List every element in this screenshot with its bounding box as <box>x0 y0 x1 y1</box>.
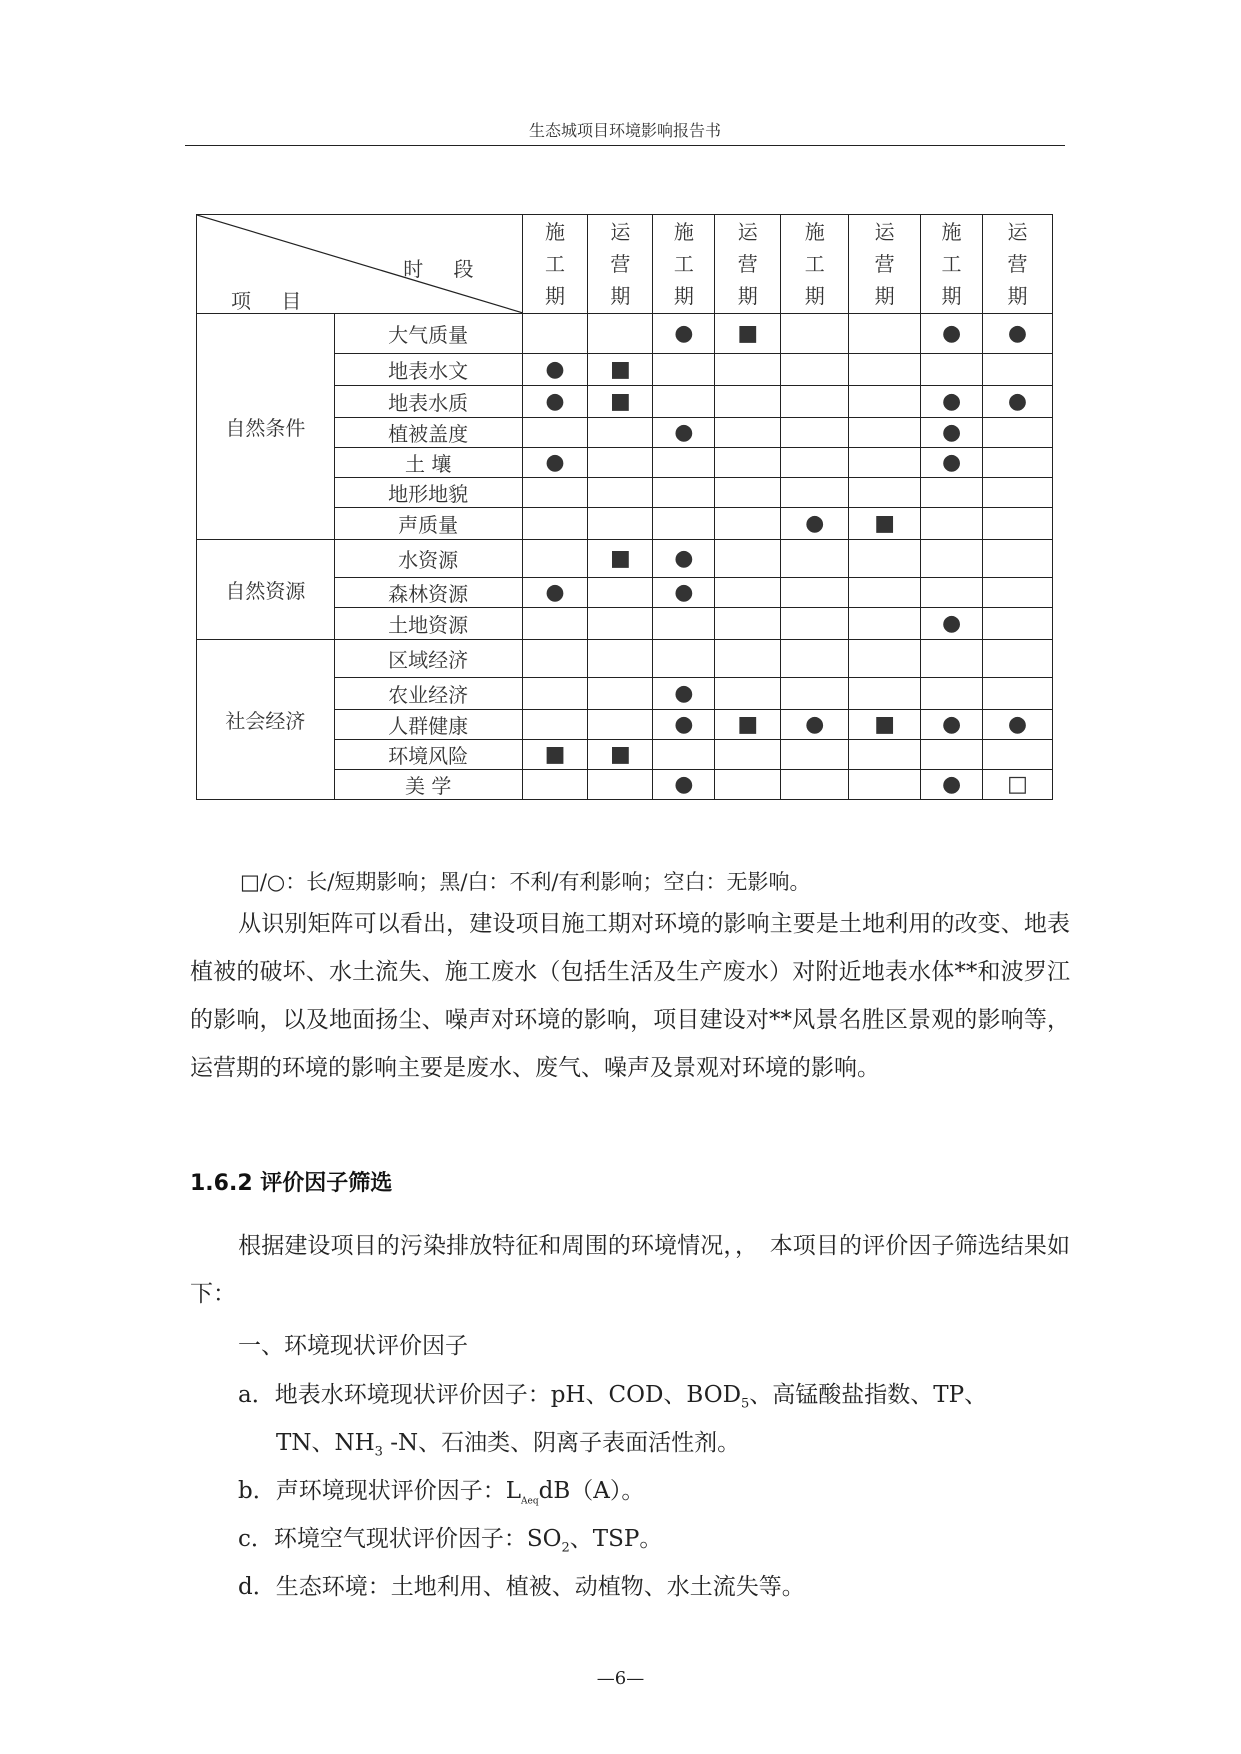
impact-cell: ● <box>653 770 715 800</box>
period-label: 时 段 <box>403 257 486 281</box>
impact-cell <box>849 314 921 354</box>
impact-cell: ● <box>921 608 983 640</box>
item-label: 地形地貌 <box>334 478 522 508</box>
impact-cell <box>849 640 921 678</box>
impact-cell <box>653 478 715 508</box>
header-row <box>197 215 1053 314</box>
phase-header-5: 施 工 期 <box>781 215 849 314</box>
impact-cell <box>983 478 1053 508</box>
impact-cell <box>849 578 921 608</box>
impact-cell <box>983 740 1053 770</box>
impact-cell <box>715 478 781 508</box>
impact-cell <box>921 740 983 770</box>
impact-cell <box>781 678 849 710</box>
impact-cell <box>522 314 588 354</box>
impact-cell <box>781 478 849 508</box>
impact-cell <box>522 640 588 678</box>
impact-cell: ■ <box>588 386 653 418</box>
impact-cell <box>781 608 849 640</box>
item-c: c．环境空气现状评价因子：$SO_2$、TSP。 <box>238 1526 663 1556</box>
impact-cell: ● <box>653 578 715 608</box>
impact-cell <box>522 770 588 800</box>
impact-cell: ● <box>653 314 715 354</box>
impact-cell <box>588 710 653 740</box>
impact-cell: ● <box>983 710 1053 740</box>
item-d: d．生态环境：土地利用、植被、动植物、水土流失等。 <box>238 1574 805 1600</box>
impact-cell: ● <box>921 314 983 354</box>
impact-cell <box>983 640 1053 678</box>
paragraph-1-text: 从识别矩阵可以看出，建设项目施工期对环境的影响主要是土地利用的改变、地表植被的破坏、水土流失、施工废水（包括生活及生产废水）对附近地表水体**和波罗江的影响，以及地面扬尘、噪声对环境的影响，项目建设对**风景名胜区景观的影响等，运营期的环境的影响主要是废水、废气、噪声及景观对环境的影响。 <box>190 911 1070 1081</box>
subheading: 一、环境现状评价因子 <box>238 1333 468 1359</box>
impact-cell <box>588 478 653 508</box>
item-label: 人群健康 <box>334 710 522 740</box>
impact-cell <box>653 640 715 678</box>
item-label: 植被盖度 <box>334 418 522 448</box>
impact-cell <box>715 448 781 478</box>
impact-cell <box>588 508 653 540</box>
impact-cell <box>522 418 588 448</box>
impact-cell <box>849 608 921 640</box>
impact-cell <box>983 508 1053 540</box>
impact-cell: ■ <box>588 540 653 578</box>
table-row <box>197 640 1053 678</box>
phase-header-1: 施 工 期 <box>522 215 588 314</box>
phase-header-8: 运 营 期 <box>983 215 1053 314</box>
impact-cell <box>653 354 715 386</box>
impact-cell <box>983 678 1053 710</box>
item-label: 大气质量 <box>334 314 522 354</box>
impact-cell <box>588 678 653 710</box>
impact-cell: ● <box>522 578 588 608</box>
impact-cell: ● <box>921 386 983 418</box>
impact-cell <box>715 508 781 540</box>
item-label: 森林资源 <box>334 578 522 608</box>
impact-cell <box>921 508 983 540</box>
item-label: 地表水质 <box>334 386 522 418</box>
impact-cell <box>781 740 849 770</box>
impact-cell: ■ <box>522 740 588 770</box>
impact-cell <box>715 418 781 448</box>
impact-cell <box>715 770 781 800</box>
impact-cell <box>849 354 921 386</box>
impact-cell: ● <box>983 386 1053 418</box>
impact-cell: ● <box>921 770 983 800</box>
item-label: 环境风险 <box>334 740 522 770</box>
header-rule <box>185 145 1065 146</box>
impact-cell: ■ <box>715 314 781 354</box>
item-label: 美 学 <box>334 770 522 800</box>
impact-cell <box>653 740 715 770</box>
impact-cell <box>588 448 653 478</box>
table-legend: □/○：长/短期影响；黑/白：不利/有利影响；空白：无影响。 <box>240 870 811 894</box>
phase-header-2: 运 营 期 <box>588 215 653 314</box>
impact-cell <box>781 540 849 578</box>
impact-matrix-table <box>196 214 1053 800</box>
phase-header-4: 运 营 期 <box>715 215 781 314</box>
item-label: 土 壤 <box>334 448 522 478</box>
impact-cell <box>522 540 588 578</box>
impact-cell <box>715 386 781 418</box>
table-row <box>197 540 1053 578</box>
impact-cell: ● <box>781 508 849 540</box>
impact-cell: ■ <box>588 740 653 770</box>
impact-cell <box>849 770 921 800</box>
item-label: 声质量 <box>334 508 522 540</box>
impact-cell <box>921 540 983 578</box>
item-label: 水资源 <box>334 540 522 578</box>
impact-cell: ● <box>653 710 715 740</box>
page-number: —6— <box>596 1668 645 1689</box>
table-row <box>197 314 1053 354</box>
section-heading: 1.6.2 评价因子筛选 <box>190 1171 393 1196</box>
paragraph-1 <box>190 900 1070 1092</box>
impact-cell <box>588 578 653 608</box>
phase-header-3: 施 工 期 <box>653 215 715 314</box>
item-a-line-2: TN、$NH_3$ -N、石油类、阴离子表面活性剂。 <box>276 1430 741 1460</box>
impact-cell: ● <box>653 678 715 710</box>
impact-cell <box>715 578 781 608</box>
impact-cell <box>781 640 849 678</box>
impact-cell <box>653 508 715 540</box>
impact-cell <box>781 770 849 800</box>
impact-cell: ● <box>921 448 983 478</box>
impact-cell <box>715 354 781 386</box>
impact-cell <box>983 448 1053 478</box>
impact-cell: ● <box>522 354 588 386</box>
impact-cell <box>781 418 849 448</box>
impact-cell <box>653 608 715 640</box>
impact-cell <box>522 710 588 740</box>
impact-cell <box>715 740 781 770</box>
impact-cell <box>715 678 781 710</box>
impact-cell <box>849 740 921 770</box>
impact-cell <box>715 640 781 678</box>
impact-cell <box>715 540 781 578</box>
impact-cell <box>983 578 1053 608</box>
impact-cell <box>781 578 849 608</box>
impact-cell <box>653 386 715 418</box>
impact-cell <box>983 354 1053 386</box>
item-b: b．声环境现状评价因子：$L_{Aeq}dB(A)$。 <box>238 1478 645 1507</box>
impact-cell: ● <box>983 314 1053 354</box>
phase-header-6: 运 营 期 <box>849 215 921 314</box>
impact-cell <box>588 608 653 640</box>
impact-cell <box>588 640 653 678</box>
impact-cell <box>849 678 921 710</box>
item-label: 农业经济 <box>334 678 522 710</box>
impact-cell: ● <box>781 710 849 740</box>
impact-cell <box>653 448 715 478</box>
impact-cell <box>849 478 921 508</box>
impact-cell <box>849 418 921 448</box>
impact-cell <box>781 354 849 386</box>
impact-cell <box>921 678 983 710</box>
impact-cell: □ <box>983 770 1053 800</box>
impact-cell <box>849 386 921 418</box>
item-label: 区域经济 <box>334 640 522 678</box>
group-label: 社会经济 <box>197 640 335 800</box>
impact-cell <box>983 608 1053 640</box>
impact-cell <box>849 540 921 578</box>
impact-cell: ● <box>653 418 715 448</box>
corner-cell <box>197 215 523 314</box>
impact-cell <box>921 640 983 678</box>
impact-cell: ● <box>921 710 983 740</box>
impact-cell: ■ <box>849 710 921 740</box>
running-header: 生态城项目环境影响报告书 <box>528 121 721 140</box>
impact-cell: ● <box>522 448 588 478</box>
impact-cell <box>781 386 849 418</box>
impact-cell: ● <box>653 540 715 578</box>
impact-cell <box>921 478 983 508</box>
impact-cell <box>588 314 653 354</box>
impact-cell: ■ <box>849 508 921 540</box>
paragraph-2-text: 根据建设项目的污染排放特征和周围的环境情况，， 本项目的评价因子筛选结果如下： <box>190 1233 1070 1307</box>
impact-cell <box>983 418 1053 448</box>
impact-cell: ● <box>921 418 983 448</box>
item-label: 地表水文 <box>334 354 522 386</box>
impact-cell <box>849 448 921 478</box>
impact-cell <box>921 354 983 386</box>
phase-header-7: 施 工 期 <box>921 215 983 314</box>
impact-cell <box>522 678 588 710</box>
impact-cell <box>522 608 588 640</box>
group-label: 自然条件 <box>197 314 335 540</box>
impact-cell: ● <box>522 386 588 418</box>
impact-cell <box>781 448 849 478</box>
item-label: 项 目 <box>231 289 314 313</box>
impact-cell: ■ <box>715 710 781 740</box>
impact-cell <box>983 540 1053 578</box>
impact-cell <box>522 478 588 508</box>
impact-cell <box>522 508 588 540</box>
impact-cell: ■ <box>588 354 653 386</box>
group-label: 自然资源 <box>197 540 335 640</box>
item-label: 土地资源 <box>334 608 522 640</box>
impact-cell <box>781 314 849 354</box>
item-a-line-1: a．地表水环境现状评价因子：pH、COD、$BOD_5$、高锰酸盐指数、TP、 <box>238 1382 988 1412</box>
paragraph-2 <box>190 1222 1070 1318</box>
impact-cell <box>921 578 983 608</box>
impact-cell <box>588 770 653 800</box>
impact-cell <box>715 608 781 640</box>
impact-cell <box>588 418 653 448</box>
